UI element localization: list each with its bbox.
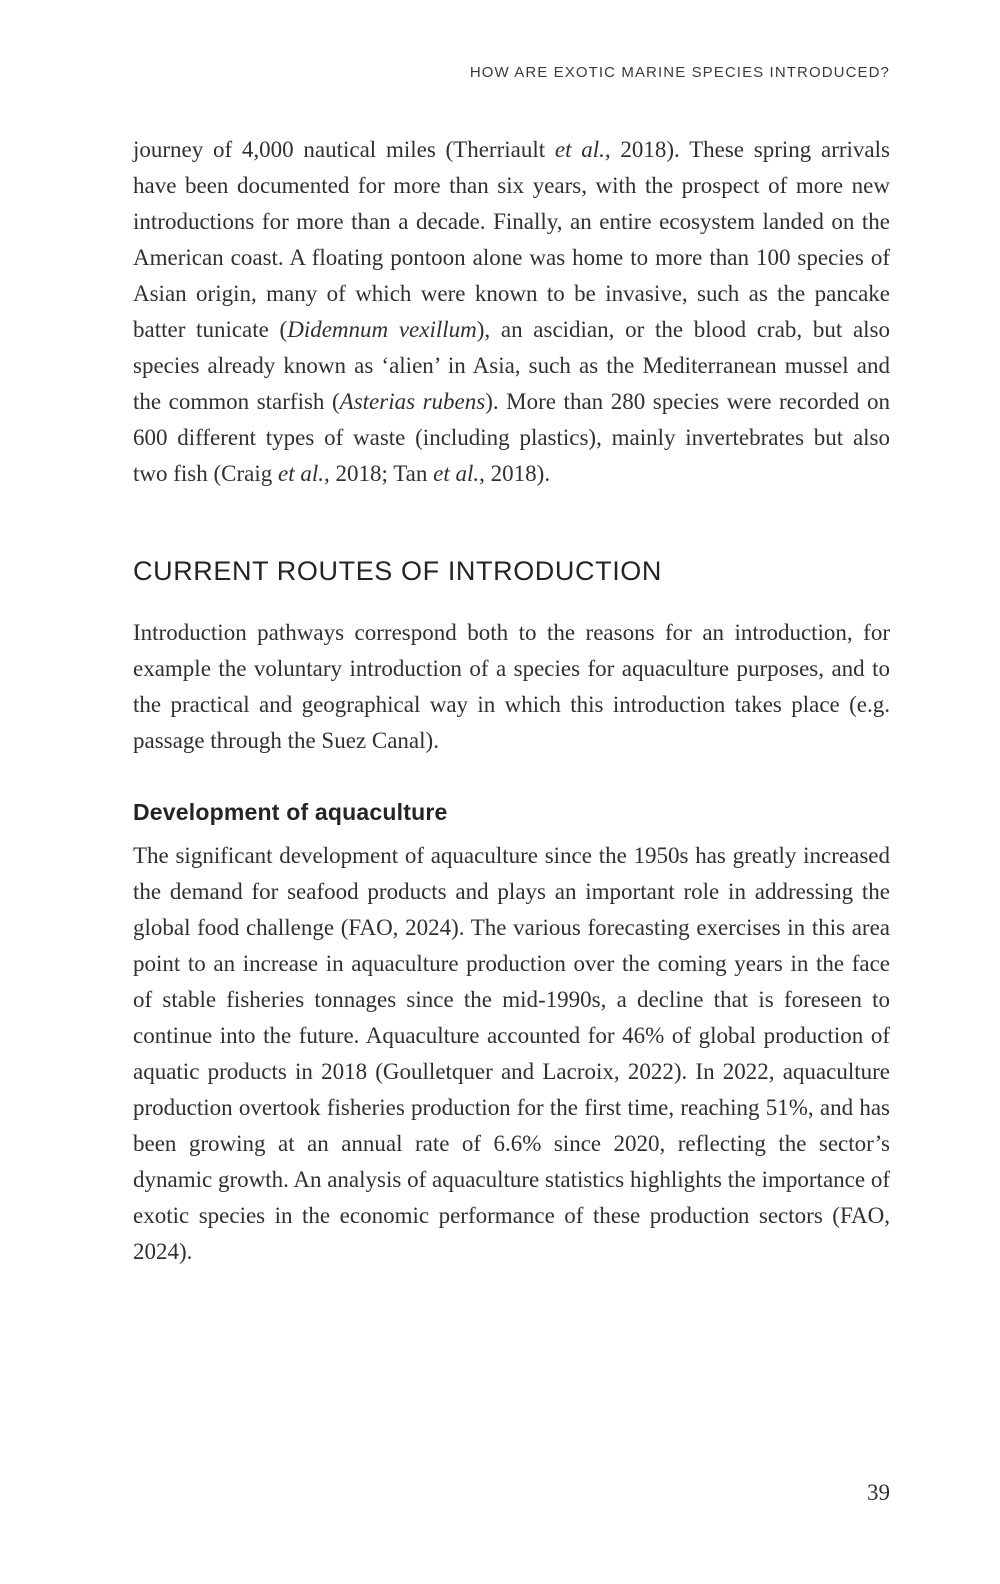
paragraph-aquaculture-development: The significant development of aquaculture since the 1950s has greatly increased the demand for seafood products and plays an important role in addressing the global food challenge (FAO, 2024). The various forecasting exercises in this area point to an increase in aquaculture production over the coming years in the face of stable fisheries tonnages since the mid-1990s, a decline that is foreseen to continue into the future. Aquaculture accounted for 46% of global production of aquatic products in 2018 (Goulletquer and Lacroix, 2022). In 2022, aquaculture production overtook fisheries production for the first time, reaching 51%, and has been growing at an annual rate of 6.6% since 2020, reflecting the sector’s dynamic growth. An analysis of aquaculture statistics highlights the importance of exotic species in the economic performance of these production sectors (FAO, 2024). [133,843,890,1264]
paragraph-species-introductions: journey of 4,000 nautical miles (Therriault et al., 2018). These spring arrivals have been documented for more than six years, with the prospect of more new introductions for more than a decade. Finally, an entire ecosystem landed on the American coast. A floating pontoon alone was home to more than 100 species of Asian origin, many of which were known to be invasive, such as the pancake batter tunicate (Didemnum vexillum), an ascidian, or the blood crab, but also species already known as ‘alien’ in Asia, such as the Mediterranean mussel and the common starfish (Asterias rubens). More than 280 species were recorded on 600 different types of waste (including plastics), mainly invertebrates but also two fish (Craig et al., 2018; Tan et al., 2018). [133,137,891,486]
subsection-heading-aquaculture: Development of aquaculture [133,799,448,825]
running-head: HOW ARE EXOTIC MARINE SPECIES INTRODUCED? [469,64,890,81]
page-content [133,132,890,1270]
page-number: 39 [867,1480,890,1505]
paragraph-introduction-pathways: Introduction pathways correspond both to the reasons for an introduction, for example the voluntary introduction of a species for aquaculture purposes, and to the practical and geographical way in which this introduction takes place (e.g. passage through the Suez Canal). [133,620,890,753]
section-heading-current-routes: CURRENT ROUTES OF INTRODUCTION [133,556,662,586]
